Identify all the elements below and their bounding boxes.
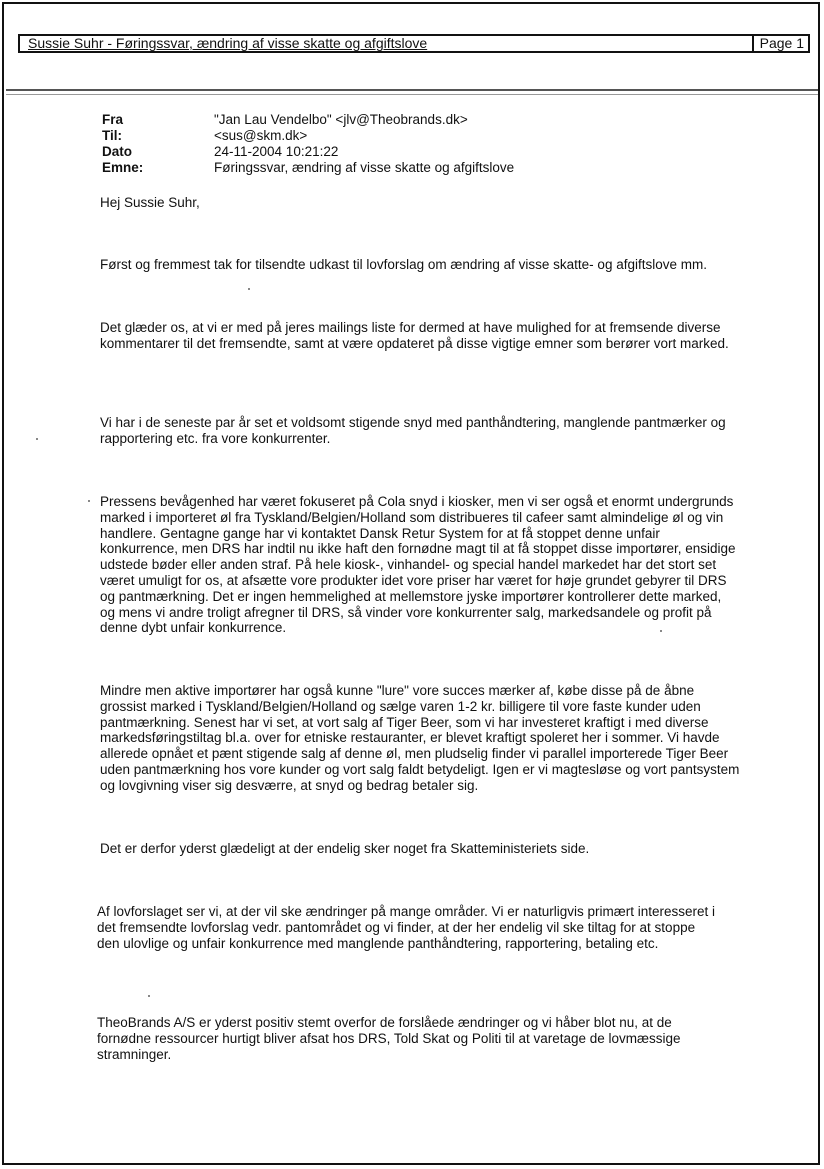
header-divider-thin (6, 94, 818, 95)
header-title: Sussie Suhr - Føringssvar, ændring af visse skatte og afgiftslove (28, 35, 428, 51)
from-value: "Jan Lau Vendelbo" <jlv@Theobrands.dk> (214, 112, 468, 127)
from-label: Fra (102, 112, 124, 127)
paragraph-8: TheoBrands A/S er yderst positiv stemt overfor de forslåede ændringer og vi håber blot nu, at de fornødne ressourcer hurtigt bliver afsat hos DRS, Told Skat og Politi til at varetage de lovmæssige stramninger. (97, 1015, 681, 1062)
page-number: Page 1 (752, 36, 804, 51)
scan-speck (248, 288, 250, 290)
to-value: <sus@skm.dk> (214, 128, 308, 143)
paragraph-5: Mindre men aktive importører har også kunne "lure" vore succes mærker af, købe disse på de åbne grossist marked i Tyskland/Belgien/Holland og sælge varen 1-2 kr. billigere til vore faste kunder uden pantmærkning. Senest har vi set, at vort salg af Tiger Beer, som vi har investeret kraftigt i med diverse markedsføringstiltag bl.a. over for etniske restauranter, er blevet kraftigt spoleret her i sommer. Vi havde allerede opnået et pænt stigende salg af denne øl, men pludselig finder vi parallel importerede Tiger Beer uden pantmærkning hos vore kunder og vort salg faldt betydeligt. Igen er vi magtesløse og vort pantsystem og lovgivning viser sig desværre, at snyd og bedrag betaler sig. (100, 683, 740, 793)
subject-label: Emne: (102, 160, 144, 175)
scan-speck (88, 500, 90, 502)
greeting: Hej Sussie Suhr, (100, 195, 200, 210)
email-meta (102, 112, 742, 176)
meta-row-to (102, 128, 742, 144)
subject-value: Føringssvar, ændring af visse skatte og afgiftslove (214, 160, 515, 175)
paragraph-4: Pressens bevågenhed har været fokuseret på Cola snyd i kiosker, men vi ser også et enormt undergrunds marked i importeret øl fra Tyskland/Belgien/Holland som distribueres til cafeer samt almindelige øl og vin handlere. Gentagne gange har vi kontaktet Dansk Retur System for at få stoppet denne unfair konkurrence, men DRS har indtil nu ikke haft den fornødne magt til at få stoppet disse importører, ensidige udstede bøder eller anden straf. På hele kiosk-, vinhandel- og special handel markedet har det stort set været umuligt for os, at afsætte vore produkter idet vore priser har været for høje grundet gebyrer til DRS og pantmærkning. Det er ingen hemmelighed at mellemstore jyske importører kontrollerer dette marked, og mens vi andre troligt afregner til DRS, så vinder vore konkurrenter salg, markedsandele og profit på denne dybt unfair konkurrence. (100, 494, 736, 636)
meta-row-subject (102, 160, 742, 176)
page-header (18, 34, 810, 53)
meta-row-date (102, 144, 742, 160)
to-label: Til: (102, 128, 122, 143)
scan-speck (36, 438, 38, 440)
header-divider (6, 89, 818, 91)
scan-speck (660, 630, 662, 632)
scan-speck (148, 995, 150, 997)
date-label: Dato (102, 144, 132, 159)
paragraph-7: Af lovforslaget ser vi, at der vil ske ændringer på mange områder. Vi er naturligvis primært interesseret i det fremsendte lovforslag vedr. pantområdet og vi finder, at der her endelig vil ske tiltag for at stoppe den ulovlige og unfair konkurrence med manglende panthåndtering, rapportering, betaling etc. (97, 904, 716, 951)
paragraph-2: Det glæder os, at vi er med på jeres mailings liste for dermed at have mulighed for at fremsende diverse kommentarer til det fremsendte, samt at være opdateret på disse vigtige emner som berører vort marked. (100, 320, 729, 351)
paragraph-6: Det er derfor yderst glædeligt at der endelig sker noget fra Skatteministeriets side. (100, 841, 590, 856)
date-value: 24-11-2004 10:21:22 (214, 144, 339, 159)
meta-row-from (102, 112, 742, 128)
paragraph-3: Vi har i de seneste par år set et voldsomt stigende snyd med panthåndtering, manglende pantmærker og rapportering etc. fra vore konkurrenter. (100, 415, 726, 446)
paragraph-1: Først og fremmest tak for tilsendte udkast til lovforslag om ændring af visse skatte- og afgiftslove mm. (100, 257, 707, 272)
